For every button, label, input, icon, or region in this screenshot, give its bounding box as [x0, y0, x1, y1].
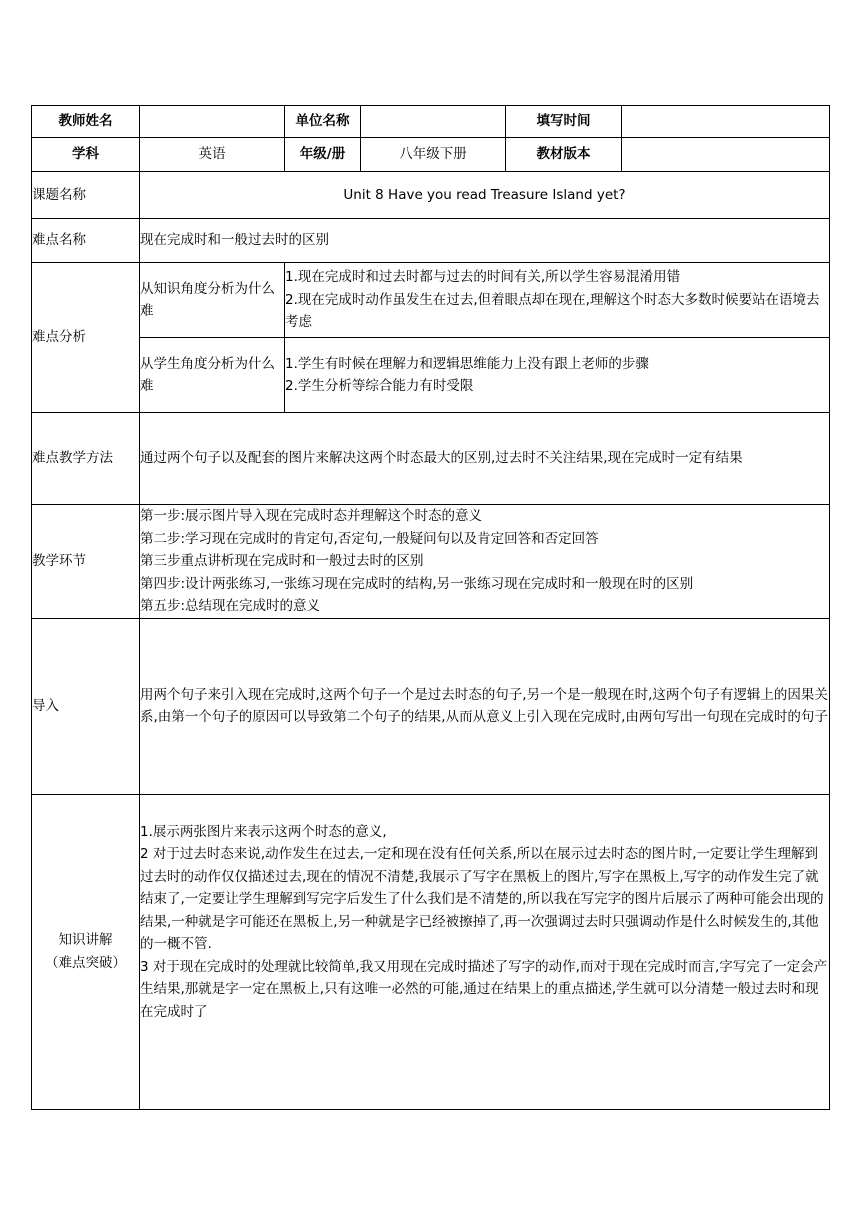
subject-value: 英语	[140, 138, 285, 172]
subject-label: 学科	[32, 138, 140, 172]
textbook-label: 教材版本	[506, 138, 622, 172]
explain-row	[32, 794, 830, 1109]
steps-row	[32, 505, 830, 619]
fill-time-value	[622, 106, 830, 138]
unit-name-value	[361, 106, 506, 138]
grade-value: 八年级下册	[361, 138, 506, 172]
intro-row	[32, 618, 830, 794]
lesson-form-table	[31, 105, 830, 1110]
explain-label-line2: （难点突破）	[45, 954, 126, 971]
student-line: 1.学生有时候在理解力和逻辑思维能力上没有跟上老师的步骤	[285, 355, 649, 372]
steps-list	[140, 505, 830, 619]
header-row-1	[32, 106, 830, 138]
intro-label: 导入	[32, 618, 140, 794]
topic-row	[32, 172, 830, 219]
fill-time-label: 填写时间	[506, 106, 622, 138]
topic-label: 课题名称	[32, 172, 140, 219]
method-label: 难点教学方法	[32, 413, 140, 505]
difficulty-row	[32, 219, 830, 263]
grade-label: 年级/册	[285, 138, 361, 172]
teacher-name-label: 教师姓名	[32, 106, 140, 138]
step-item: 第五步:总结现在完成时的意义	[140, 598, 321, 614]
explain-label-line1: 知识讲解	[58, 932, 113, 948]
explain-text	[140, 794, 830, 1109]
explain-paragraph: 3 对于现在完成时的处理就比较简单,我又用现在完成时描述了写字的动作,而对于现在完成时而言,字写完了一定会产生结果,那就是字一定在黑板上,只有这唯一必然的可能,通过在结果上的重点描述,学生就可以分清楚一般过去时和现在完成时了	[140, 958, 828, 1020]
analysis-label: 难点分析	[32, 263, 140, 413]
topic-value: Unit 8 Have you read Treasure Island yet?	[140, 172, 830, 219]
explain-paragraph: 2 对于过去时态来说,动作发生在过去,一定和现在没有任何关系,所以在展示过去时态的图片时,一定要让学生理解到过去时的动作仅仅描述过去,现在的情况不清楚,我展示了写字在黑板上的图片,写字在黑板上,写字的动作发生完了就结束了,一定要让学生理解到写完字后发生了什么我们是不清楚的,所以我在写完字的图片后展示了两种可能会出现的结果,一种就是字可能还在黑板上,另一种就是字已经被擦掉了,再一次强调过去时只强调动作是什么时候发生的,其他的一概不管.	[140, 846, 824, 952]
method-text: 通过两个句子以及配套的图片来解决这两个时态最大的区别,过去时不关注结果,现在完成时一定有结果	[140, 413, 830, 505]
difficulty-value: 现在完成时和一般过去时的区别	[140, 219, 830, 263]
analysis-row-student	[32, 338, 830, 413]
step-item: 第三步重点讲析现在完成时和一般过去时的区别	[140, 553, 424, 569]
knowledge-line: 2.现在完成时动作虽发生在过去,但着眼点却在现在,理解这个时态大多数时候要站在语境去考虑	[285, 291, 820, 331]
textbook-value	[622, 138, 830, 172]
steps-label: 教学环节	[32, 505, 140, 619]
step-item: 第一步:展示图片导入现在完成时态并理解这个时态的意义	[140, 508, 483, 524]
knowledge-angle-label: 从知识角度分析为什么难	[140, 263, 285, 338]
method-row	[32, 413, 830, 505]
knowledge-angle-text	[285, 263, 830, 338]
analysis-row-knowledge	[32, 263, 830, 338]
explain-label	[32, 794, 140, 1109]
student-angle-text	[285, 338, 830, 413]
student-angle-label: 从学生角度分析为什么难	[140, 338, 285, 413]
intro-text: 用两个句子来引入现在完成时,这两个句子一个是过去时态的句子,另一个是一般现在时,这两个句子有逻辑上的因果关系,由第一个句子的原因可以导致第二个句子的结果,从而从意义上引入现在完成时,由两句写出一句现在完成时的句子	[140, 618, 830, 794]
unit-name-label: 单位名称	[285, 106, 361, 138]
student-line: 2.学生分析等综合能力有时受限	[285, 378, 474, 394]
step-item: 第四步:设计两张练习,一张练习现在完成时的结构,另一张练习现在完成时和一般现在时的区别	[140, 575, 694, 592]
difficulty-label: 难点名称	[32, 219, 140, 263]
explain-paragraph: 1.展示两张图片来表示这两个时态的意义,	[140, 823, 387, 840]
header-row-2	[32, 138, 830, 172]
knowledge-line: 1.现在完成时和过去时都与过去的时间有关,所以学生容易混淆用错	[285, 269, 681, 286]
teacher-name-value	[140, 106, 285, 138]
step-item: 第二步:学习现在完成时的肯定句,否定句,一般疑问句以及肯定回答和否定回答	[140, 530, 599, 547]
